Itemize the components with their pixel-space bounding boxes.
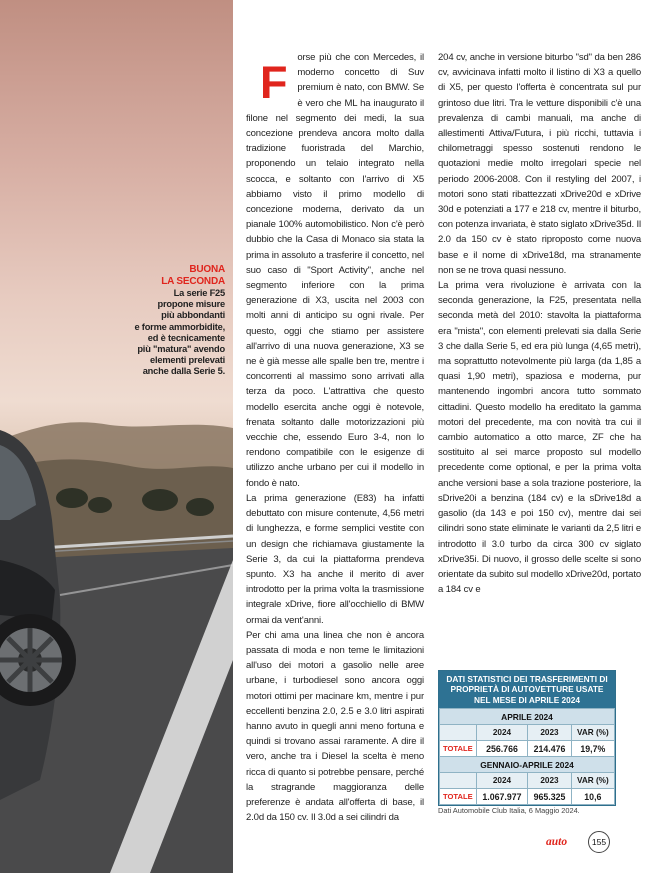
- stats-row-label: TOTALE: [440, 789, 477, 805]
- caption-line: più abbondanti: [161, 310, 225, 321]
- stats-heading: DATI STATISTICI DEI TRASFERIMENTI DI PROPRIETÀ DI AUTOVETTURE USATE NEL MESE DI APRILE 2024: [439, 671, 615, 708]
- stats-value: 256.766: [476, 741, 528, 757]
- caption-line: La serie F25: [173, 288, 225, 298]
- stats-value: 19,7%: [571, 741, 614, 757]
- paragraph-text: orse più che con Mercedes, il moderno concetto di Suv premium è nato, con BMW. Se è vero che ML ha inaugurato il filone nel segmento dei medi, la sua concezione prendeva ancora molto dalla tradizione fuoristrada del Marchio, proponendo un telaio integrato nella scocca, e soltanto con l'arrivo di X5 abbiamo visto il primo modello di concezione moderna, derivato da un pianale 100% automobilistico. Non c'è però dubbio che la Casa di Monaco sia stata la prima in assoluto a trasferire il concetto, nel suo caso di "Sport Activity", anche nel segmento inferiore con la prima generazione di X3, uscita nel 2003 con molti anni di anticipo su ogni rivale. Per questo, oggi che stiamo per assistere all'arrivo di una nuova generazione, X3 se ne è già messe alle spalle ben tre, mentre i concorrenti al massimo sono arrivati alla terza da poco. L'attrattiva che questo modello esercita anche oggi è notevole, frenata soltanto dalle motorizzazioni più vecchie che, essendo Euro 3-4, non lo rendono compatibile con le esigenze di utilizzo anche urbano per cui il modello in fondo è nato.: [246, 52, 424, 489]
- stats-empty-cell: [440, 773, 477, 789]
- caption-line: anche dalla Serie 5.: [142, 366, 225, 377]
- stats-col-header: 2024: [476, 725, 528, 741]
- article-photo: [0, 0, 233, 873]
- stats-period: GENNAIO-APRILE 2024: [440, 757, 615, 773]
- stats-value: 214.476: [528, 741, 571, 757]
- stats-value: 10,6: [571, 789, 614, 805]
- article-paragraph: La prima generazione (E83) ha infatti debuttato con misure contenute, 4,56 metri di lunghezza, e forme semplici vestite con un design che richiamava giustamente la Serie 3, da cui la piattaforma prendeva spunto. X3 ha anche il merito di aver introdotto per la prima volta la trasmissione integrale xDrive, fiore all'occhiello di BMW ormai da vent'anni.: [246, 492, 424, 626]
- article-paragraph: [246, 50, 424, 491]
- stats-col-header: 2024: [476, 773, 528, 789]
- stats-col-header: 2023: [528, 773, 571, 789]
- stats-value: 1.067.977: [476, 789, 528, 805]
- article-paragraph: Per chi ama una linea che non è ancora passata di moda e non teme le limitazioni all'uso dei motori a gasolio nelle aree urbane, i turbodiesel sono ancora oggi motori ottimi per macinare km, mentre i pur eccellenti benzina 2.0, 2.5 e 3.0 litri aspirati hanno avuto in quegli anni meno fortuna e quindi si trovano assai raramente. A dire il vero, anche tra i Diesel la scelta è meno ricca di quanto si potrebbe pensare, perché la stragrande maggioranza delle preferenze è andata all'offerta di base, il 2.0d da 150 cv. Il 3.0d a sei cilindri da: [246, 629, 424, 824]
- stats-col-header: VAR (%): [571, 725, 614, 741]
- photo-caption: [45, 264, 225, 378]
- stats-col-header: VAR (%): [571, 773, 614, 789]
- caption-line: elementi prelevati: [150, 355, 225, 366]
- stats-source-note: Dati Automobile Club Italia, 6 Maggio 2024.: [438, 806, 580, 815]
- stats-empty-cell: [440, 725, 477, 741]
- article-paragraph: La prima vera rivoluzione è arrivata con la seconda generazione, la F25, presentata nella seconda metà del 2010: stavolta la piattaforma era "mista", con elementi prelevati sia dalla Serie 3 che dalla Serie 5, ed era più lunga (4,65 metri), ma soprattutto notevolmente più larga (da 1,85 a quasi 1,90 metri), spaziosa e moderna, pur mantenendo ingombri ancora tutto sommato cittadini. Questo modello ha ereditato la gamma motori del precedente, ma con novità tra cui il cambio automatico a otto marce, ZF che ha sostituito al sei marce proposto sul modello precedente come optional, e per la prima volta anche versioni base a sola trazione posteriore, la sDrive20i a benzina (184 cv) e la sDrive18d a gasolio (da 143 e poi 150 cv), mentre dai sei cilindri sono state eliminate le varianti da 2,5 litri e introdotto il 3.0 turbo da circa 300 cv siglato xDrive35i. Di nuovo, il grosso delle scelte si sono orientate da subito sul modello xDrive20d, portato a 184 cv e: [438, 280, 641, 596]
- page-number: 155: [588, 831, 610, 853]
- caption-title-line1: BUONA: [189, 264, 225, 275]
- caption-line: ed è tecnicamente: [147, 332, 225, 343]
- suv-on-road-illustration: [0, 0, 233, 873]
- stats-period: APRILE 2024: [440, 709, 615, 725]
- stats-table: [439, 708, 615, 805]
- article-column-2: [438, 50, 641, 597]
- stats-row-label: TOTALE: [440, 741, 477, 757]
- magazine-brand-logo: auto: [546, 836, 568, 848]
- caption-line: più "matura" avendo: [137, 344, 225, 355]
- caption-line: e forme ammorbidite,: [134, 321, 225, 332]
- caption-line: propone misure: [157, 299, 225, 310]
- caption-title-line2: LA SECONDA: [161, 276, 225, 287]
- drop-cap: F: [260, 57, 288, 108]
- used-car-transfer-stats-box: [438, 670, 616, 806]
- stats-col-header: 2023: [528, 725, 571, 741]
- article-column-1: [246, 50, 424, 825]
- stats-value: 965.325: [528, 789, 571, 805]
- article-paragraph: 204 cv, anche in versione biturbo "sd" da ben 286 cv, avvicinava infatti molto il listino di X3 a quello di X5, per questo l'offerta è concentrata sul pur grintoso due litri. Tra le vetture disponibili c'è una prevalenza di cambi manuali, ma anche di allestimenti Attiva/Futura, i più ricchi, tuttavia i chilometraggi spesso sostenuti rendono le quotazioni medie molto irregolari specie nel periodo 2006-2008. Con il restyling del 2007, i motori sono stati ribattezzati xDrive20d e xDrive 30d e potenziati a 177 e 218 cv, mentre il biturbo, con potenza invariata, è stato siglato xDrive35d. Il 2.0 da 150 cv è stato riproposto come nuova base e il nome di xDrive18d, ma stranamente non se ne trova quasi nessuno.: [438, 52, 641, 276]
